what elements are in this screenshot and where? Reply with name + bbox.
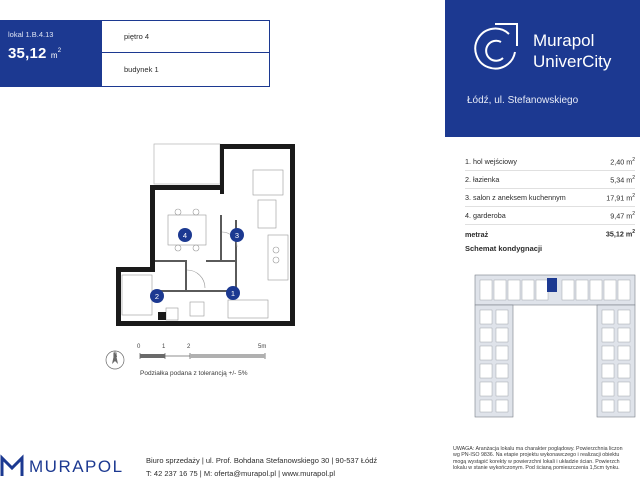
total-label: metraż <box>465 229 489 239</box>
lokal-label: lokal 1.B.4.13 <box>8 30 54 39</box>
room-area: 9,47 $m^2$ <box>610 210 635 221</box>
disclaimer-line: wg PN-ISO 9836. Na etapie projektu wykonawczego i realizacji obiektu <box>453 452 620 459</box>
brand-name-line1: Murapol <box>533 31 595 50</box>
footer-address: Biuro sprzedaży | ul. Prof. Bohdana Stefanowskiego 30 | 90-537 Łódź <box>146 456 378 465</box>
murapol-wordmark: MURAPOL <box>29 457 124 476</box>
room-number-badge: 2 <box>150 289 164 303</box>
room-name: 3. salon z aneksem kuchennym <box>465 193 566 202</box>
area-unit: m <box>50 51 58 60</box>
room-name: 2. łazienka <box>465 175 500 184</box>
room-row <box>465 189 635 207</box>
floor-cell <box>102 20 270 53</box>
brand-name <box>533 30 611 72</box>
floor-label: piętro 4 <box>124 32 150 41</box>
highlighted-unit <box>547 278 557 292</box>
room-number-badge: 4 <box>178 228 192 242</box>
scale-note: Podziałka podana z tolerancją +/- 5% <box>140 370 248 377</box>
schemat-title: Schemat kondygnacji <box>465 244 543 253</box>
room-row <box>465 171 635 189</box>
room-area: 5,34 $m^2$ <box>610 174 635 185</box>
scale-tick: 0 <box>137 344 141 350</box>
lokal-box <box>0 20 102 87</box>
room-number-badge: 3 <box>230 228 244 242</box>
apartment-floorplan <box>108 140 308 330</box>
north-label: N <box>113 353 118 359</box>
univercity-logo-icon <box>465 20 525 80</box>
room-area: 17,91 $m^2$ <box>606 192 635 203</box>
room-list <box>465 153 635 243</box>
area-exp: 2 <box>57 48 62 54</box>
disclaimer-line: lokalu w stanie wykończonym. Pod ścianą pomieszczenia 1,5cm tynku. <box>453 464 620 471</box>
brand-panel <box>445 0 640 137</box>
scale-tick: 1 <box>162 344 166 350</box>
disclaimer-line: UWAGA: Aranżacja lokalu ma charakter poglądowy. Powierzchnia liczon <box>453 446 623 452</box>
floor-schematic <box>470 270 640 425</box>
total-row <box>465 225 635 243</box>
scale-tick: 5m <box>258 344 267 350</box>
room-row <box>465 153 635 171</box>
lokal-area <box>8 45 102 62</box>
disclaimer-line: mogą wystąpić korekty w powierzchni lokali i układzie ścian. Powierzch <box>453 458 620 465</box>
room-name: 4. garderoba <box>465 211 506 220</box>
footer-contact[interactable]: T: 42 237 16 75 | M: oferta@murapol.pl | www.murapol.pl <box>146 469 336 478</box>
area-value: 35,12 <box>8 45 47 62</box>
room-row <box>465 207 635 225</box>
brand-name-line2: UniverCity <box>533 52 612 71</box>
total-area: 35,12 $m^2$ <box>605 229 635 239</box>
room-number-badge: 1 <box>226 286 240 300</box>
brand-city: Łódź, ul. Stefanowskiego <box>467 95 579 106</box>
room-name: 1. hol wejściowy <box>465 157 517 166</box>
building-cell <box>102 53 270 87</box>
room-area: 2,40 $m^2$ <box>610 156 635 167</box>
disclaimer <box>453 446 640 471</box>
scale-tick: 2 <box>187 344 191 350</box>
building-label: budynek 1 <box>124 65 159 74</box>
